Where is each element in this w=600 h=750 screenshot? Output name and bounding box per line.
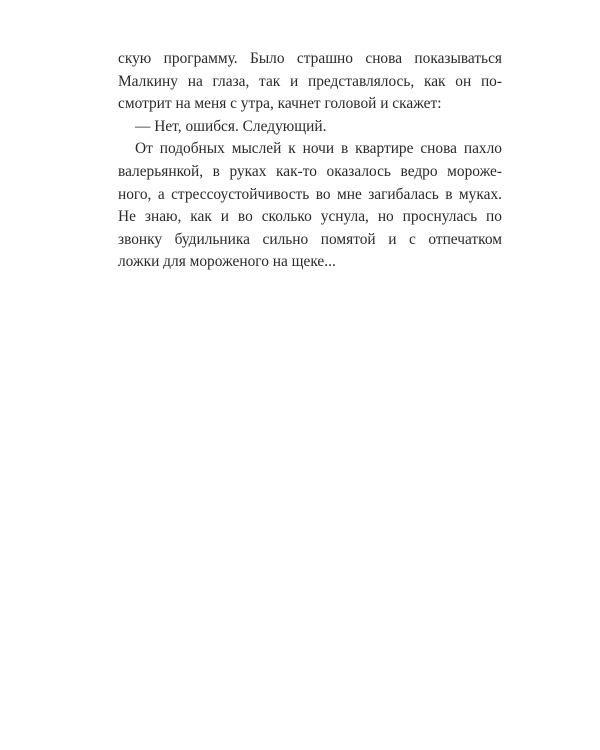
text-line: От подобных мыслей к ночи в квартире снова пахло: [135, 140, 502, 158]
text-line: ложки для мороженого на щеке...: [118, 253, 336, 271]
text-line: Не знаю, как и во сколько уснула, но проснулась по: [118, 208, 502, 226]
text-line: ного, а стрессоустойчивость во мне загибалась в муках.: [118, 185, 502, 203]
text-line: звонку будильника сильно помятой и с отпечатком: [118, 230, 502, 248]
text-line: смотрит на меня с утра, качнет головой и скажет:: [118, 95, 442, 113]
text-line: скую программу. Было страшно снова показываться: [118, 50, 502, 67]
text-line: Малкину на глаза, так и представлялось, как он по-: [118, 72, 502, 90]
body-text: [118, 48, 502, 274]
dialogue-line: — Нет, ошибся. Следующий.: [135, 117, 327, 135]
text-line: валерьянкой, в руках как-то оказалось ведро мороже-: [118, 162, 502, 180]
